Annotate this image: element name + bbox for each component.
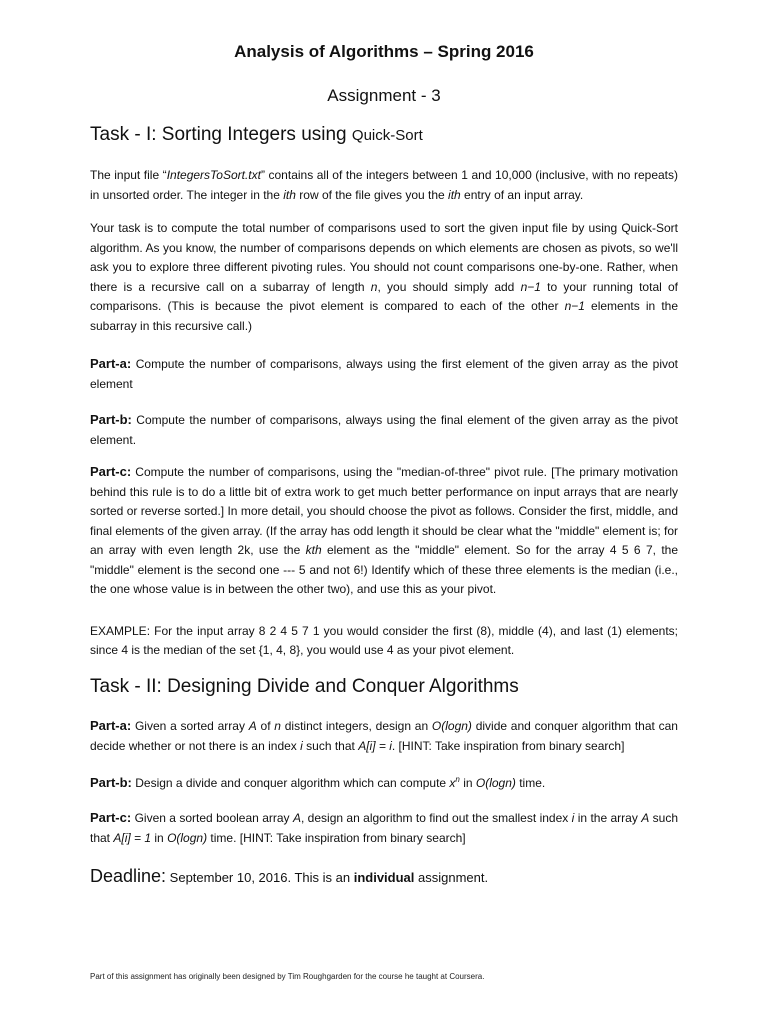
task1-heading-quicksort: Quick-Sort [351, 127, 423, 144]
task2-part-a-label: Part-a: [90, 718, 132, 733]
task2-part-b-label: Part-b: [90, 775, 132, 790]
task1-paragraph-input-file: The input file “IntegersToSort.txt” contains all of the integers between 1 and 10,000 (inclusive, with no repeats) in unsorted order. The integer in the ith row of the file gives you the ith entry of an input array. [90, 168, 678, 202]
deadline: Deadline: September 10, 2016. This is an individual assignment. [90, 866, 489, 886]
task2-part-a: Part-a: Given a sorted array A of n distinct integers, design an O(logn) divide and conquer algorithm that can decide whether or not there is an index i such that A[i] = i. [HINT: Take inspiration from binary search] [90, 718, 678, 753]
task1-part-c-label: Part-c: [90, 464, 132, 479]
document-title: Analysis of Algorithms – Spring 2016 [234, 42, 534, 61]
task1-paragraph-task: Your task is to compute the total number of comparisons used to sort the given input file by using Quick-Sort algorithm. As you know, the number of comparisons depends on which elements are chosen as pivots, so we'll ask you to explore three different pivoting rules. You should not count comparisons one-by-one. Rather, when there is a recursive call on a subarray of length n, you should simply add n−1 to your running total of comparisons. (This is because the pivot element is compared to each of the other n−1 elements in the subarray in this recursive call.) [90, 221, 678, 333]
task2-part-b: Part-b: Design a divide and conquer algorithm which can compute $x^n$ in O(logn) time. [90, 775, 546, 790]
task1-example: EXAMPLE: For the input array 8 2 4 5 7 1 you would consider the first (8), middle (4), and last (1) elements; since 4 is the median of the set {1, 4, 8}, you would use 4 as your pivot element. [90, 624, 678, 657]
task2-heading: Task - II: Designing Divide and Conquer Algorithms [90, 676, 519, 697]
document-subtitle: Assignment - 3 [327, 86, 441, 105]
task2-part-c: Part-c: Given a sorted boolean array A, design an algorithm to find out the smallest index i in the array A such that A[i] = 1 in O(logn) time. [HINT: Take inspiration from binary search] [90, 810, 679, 845]
task2-part-c-label: Part-c: [90, 810, 132, 825]
task1-part-a-label: Part-a: [90, 356, 132, 371]
task1-part-b-label: Part-b: [90, 412, 132, 427]
task1-heading-text: Task - I: Sorting Integers using [90, 124, 352, 145]
task1-part-a: Part-a: Compute the number of comparisons, always using the first element of the given array as the pivot element [90, 356, 678, 391]
footer-note: Part of this assignment has originally been designed by Tim Roughgarden for the course he taught at Coursera. [90, 972, 485, 981]
task1-part-b: Part-b: Compute the number of comparisons, always using the final element of the given array as the pivot element. [90, 412, 678, 447]
task1-part-c: Part-c: Compute the number of comparisons, using the "median-of-three" pivot rule. [The primary motivation behind this rule is to do a little bit of extra work to get much better performance on input arrays that are nearly sorted or reverse sorted.] In more detail, you should choose the pivot as follows. Consider the first, middle, and final elements of the given array. (If the array has odd length it should be clear what the "middle" element is; for an array with even length 2k, use the kth element as the "middle" element. So for the array 4 5 6 7, the "middle" element is the second one --- 5 and not 6!) Identify which of these three elements is the median (i.e., the one whose value is in between the other two), and use this as your pivot. [90, 464, 679, 596]
task1-heading [90, 124, 423, 146]
deadline-label: Deadline: [90, 866, 167, 886]
